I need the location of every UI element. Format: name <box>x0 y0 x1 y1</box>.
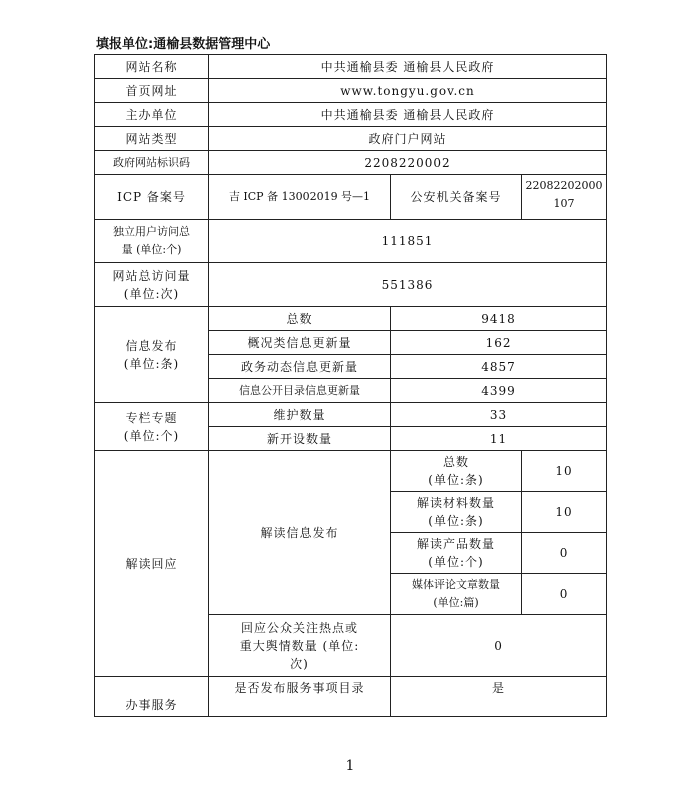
info-publish-item-label: 信息公开目录信息更新量 <box>209 379 391 403</box>
total-visits-label: 网站总访问量 (单位:次) <box>95 263 209 307</box>
table-row <box>95 79 607 103</box>
interpretation-item-label: 总数 (单位:条) <box>391 451 522 492</box>
hotspot-response-value: 0 <box>391 615 607 677</box>
total-visits-value: 551386 <box>209 263 607 307</box>
interpretation-item-label: 媒体评论文章数量 (单位:篇) <box>391 574 522 615</box>
table-row <box>95 127 607 151</box>
police-record-value: 22082202000 107 <box>522 175 607 220</box>
info-publish-item-value: 4857 <box>391 355 607 379</box>
info-publish-item-label: 总数 <box>209 307 391 331</box>
special-columns-item-value: 33 <box>391 403 607 427</box>
site-name-value: 中共通榆县委 通榆县人民政府 <box>209 55 607 79</box>
service-catalog-label: 是否发布服务事项目录 <box>209 677 391 717</box>
info-publish-item-label: 概况类信息更新量 <box>209 331 391 355</box>
filing-unit-header: 填报单位:通榆县数据管理中心 <box>96 37 271 52</box>
interpretation-item-value: 0 <box>522 533 607 574</box>
info-publish-item-label: 政务动态信息更新量 <box>209 355 391 379</box>
site-id-label: 政府网站标识码 <box>95 151 209 175</box>
interpretation-item-value: 10 <box>522 451 607 492</box>
table-row <box>95 677 607 717</box>
info-publish-item-value: 9418 <box>391 307 607 331</box>
special-columns-item-label: 维护数量 <box>209 403 391 427</box>
interpretation-item-label: 解读产品数量 (单位:个) <box>391 533 522 574</box>
interpretation-item-label: 解读材料数量 (单位:条) <box>391 492 522 533</box>
website-annual-report-table <box>94 54 607 717</box>
interpretation-item-value: 0 <box>522 574 607 615</box>
table-row <box>95 451 607 492</box>
page-number: 1 <box>345 758 355 774</box>
icp-value: 吉 ICP 备 13002019 号—1 <box>209 175 391 220</box>
table-row <box>95 307 607 331</box>
table-row <box>95 151 607 175</box>
interpretation-publish-label: 解读信息发布 <box>209 451 391 615</box>
special-columns-item-label: 新开设数量 <box>209 427 391 451</box>
table-row <box>95 103 607 127</box>
info-publish-label: 信息发布 (单位:条) <box>95 307 209 403</box>
service-label: 办事服务 <box>95 677 209 717</box>
site-type-value: 政府门户网站 <box>209 127 607 151</box>
special-columns-label: 专栏专题 (单位:个) <box>95 403 209 451</box>
hotspot-response-label: 回应公众关注热点或 重大舆情数量 (单位: 次) <box>209 615 391 677</box>
service-catalog-value: 是 <box>391 677 607 717</box>
interpretation-item-value: 10 <box>522 492 607 533</box>
table-row <box>95 263 607 307</box>
table-row <box>95 175 607 220</box>
unique-visitors-label: 独立用户访问总 量 (单位:个) <box>95 220 209 263</box>
interpretation-label: 解读回应 <box>95 451 209 677</box>
special-columns-item-value: 11 <box>391 427 607 451</box>
table-row <box>95 55 607 79</box>
home-url-label: 首页网址 <box>95 79 209 103</box>
home-url-value: www.tongyu.gov.cn <box>209 79 607 103</box>
info-publish-item-value: 162 <box>391 331 607 355</box>
site-id-value: 2208220002 <box>209 151 607 175</box>
table-row <box>95 220 607 263</box>
sponsor-value: 中共通榆县委 通榆县人民政府 <box>209 103 607 127</box>
unique-visitors-value: 111851 <box>209 220 607 263</box>
table-row <box>95 403 607 427</box>
site-name-label: 网站名称 <box>95 55 209 79</box>
icp-label: ICP 备案号 <box>95 175 209 220</box>
police-record-label: 公安机关备案号 <box>391 175 522 220</box>
info-publish-item-value: 4399 <box>391 379 607 403</box>
site-type-label: 网站类型 <box>95 127 209 151</box>
sponsor-label: 主办单位 <box>95 103 209 127</box>
